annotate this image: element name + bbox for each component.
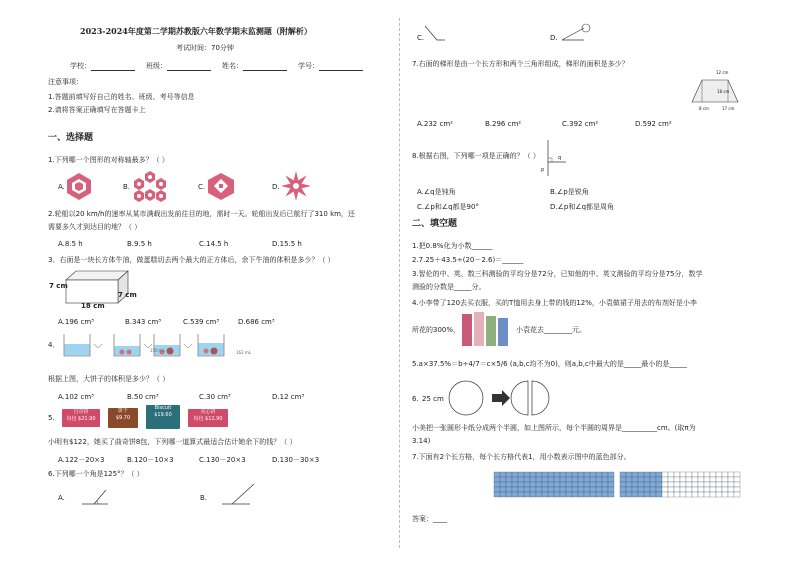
grid-cell [698,492,704,497]
grid-cell [500,482,506,487]
grid-cell [530,472,536,477]
grid-cell [728,477,734,482]
grid-cell [578,472,584,477]
grid-cell [506,477,512,482]
grid-cell [590,482,596,487]
q4-option-a: A.102 cm³ [58,393,94,401]
grid-cell [518,482,524,487]
grid-cell [644,482,650,487]
q7-dim-height: 18 cm [717,89,730,94]
grid-cell [578,487,584,492]
grid-cell [656,482,662,487]
grid-cell [542,472,548,477]
column-divider [399,18,401,548]
exam-time: 考试时间：70分钟 [176,44,234,52]
q3-dim-length: 18 cm [81,302,105,310]
fill-question-7: 7.下面有2个长方格，每个长方格代表1，用小数表示图中的蓝色部分。 [412,453,631,461]
grid-cell [674,487,680,492]
grid-cell [536,492,542,497]
q1-figure-d-star-icon [280,170,312,202]
grid-cell [530,487,536,492]
grid-cell [704,487,710,492]
grid-cell [710,482,716,487]
grid-cell [734,477,740,482]
grid-cell [596,482,602,487]
grid-cell [506,472,512,477]
q6-option-a: A. [58,494,65,502]
grid-cell [632,487,638,492]
grid-cell [548,487,554,492]
grid-cell [650,487,656,492]
q3-dim-depth: 7 cm [118,291,137,299]
q8-label-p: p [541,167,545,173]
exam-title: 2023-2024年度第二学期苏教版六年数学期末监测题（附解析） [80,26,312,36]
grid-cell [512,482,518,487]
grid-cell [584,487,590,492]
grid-cell [656,492,662,497]
grid-cell [536,482,542,487]
fill-question-6-line1: 小美把一张圆形卡纸分成两个半圆，如上图所示，每个半圆的周界是__________cm。(取π为 [412,424,696,432]
grid-cell [620,487,626,492]
grid-cell [626,482,632,487]
grid-cell [554,477,560,482]
school-field: 学校： [70,62,135,71]
q2-option-b: B.9.5 h [127,240,152,248]
q2-option-a: A.8.5 h [58,240,83,248]
grid-cell [578,492,584,497]
grid-cell [602,472,608,477]
grid-cell [608,492,614,497]
grid-cell [686,477,692,482]
grid-cell [560,487,566,492]
q8-label-q: q [558,155,562,161]
q1-option-c: C. [198,183,206,191]
grid-cell [674,472,680,477]
grid-cell [494,492,500,497]
q2-option-d: D.15.5 h [272,240,302,248]
grid-cell [674,492,680,497]
q7-option-c: C.392 cm² [562,120,599,128]
q5-option-b: B.120－10×3 [127,456,174,464]
grid-cell [518,472,524,477]
grid-cell [734,482,740,487]
grid-cell [710,472,716,477]
grid-cell [722,477,728,482]
grid-cell [596,477,602,482]
fill-question-5: 5.a×37.5%＝b÷4/7＝c×5/6 (a,b,c均不为0)，则a,b,c中最大的是_____最小的是_____ [412,360,687,368]
grid-cell [734,492,740,497]
q1-option-b: B. [123,183,131,191]
question-1: 1.下列哪一个图形的对称轴最多？（ ） [48,156,169,164]
question-2-line1: 2.轮船以20 km/h的速率从某市满载出发前往目的地，需时一天。轮船出发后已航行了310 km，还 [48,210,355,218]
grid-cell [692,487,698,492]
section-fill-heading: 二、填空题 [412,219,458,229]
grid-cell [602,487,608,492]
grid-cell [668,482,674,487]
q1-figure-b-hexagons-icon [134,170,166,202]
grid-cell [728,487,734,492]
section-choice-heading: 一、选择题 [48,133,94,143]
grid-cell [644,492,650,497]
grid-cell [524,472,530,477]
grid-cell [632,472,638,477]
grid-cell [566,477,572,482]
grid-cell [578,482,584,487]
grid-cell [704,482,710,487]
grid-cell [716,482,722,487]
grid-cell [572,472,578,477]
grid-cell [524,492,530,497]
grid-cell [608,477,614,482]
grid-cell [662,482,668,487]
q4-beakers-figure [62,332,238,358]
grid-cell [584,477,590,482]
grid-cell [542,477,548,482]
grid-cell [506,492,512,497]
grid-cell [680,482,686,487]
class-field: 班级： [146,62,211,71]
fill-question-4-line2a: 所花的300%， [412,326,461,334]
grid-cell [692,477,698,482]
grid-cell [536,477,542,482]
q1-option-a: A. [58,183,65,191]
q7-grid-figure-2 [620,472,740,498]
grid-cell [704,472,710,477]
notes-heading: 注意事项： [48,78,83,86]
grid-cell [572,477,578,482]
q2-option-c: C.14.5 h [199,240,229,248]
grid-cell [512,487,518,492]
grid-cell [638,477,644,482]
grid-cell [512,472,518,477]
grid-cell [638,482,644,487]
grid-cell [680,477,686,482]
grid-cell [686,472,692,477]
grid-cell [584,472,590,477]
grid-cell [680,472,686,477]
q5-option-d: D.130－30×3 [272,456,320,464]
answer-line: 答案：____ [412,515,447,523]
grid-cell [686,482,692,487]
grid-cell [722,472,728,477]
fill-question-4-line1: 4.小李带了120去买衣服，买的T恤用去身上带的钱的12%，小袁做裙子用去的布剂好是小李 [412,299,697,307]
q6-angle-c-figure [423,24,445,42]
q7-dim-left: 8 cm [699,106,709,111]
q4-fabric-rolls-figure [460,310,510,348]
grid-cell [716,477,722,482]
grid-cell [728,492,734,497]
grid-cell [668,487,674,492]
grid-cell [650,492,656,497]
grid-cell [638,492,644,497]
grid-cell [680,487,686,492]
question-3: 3．右面是一块长方体牛油，做蛋糕切去两个最大的正方体后，余下牛油的体积是多少？（ ） [48,256,335,264]
grid-cell [542,492,548,497]
grid-cell [548,477,554,482]
q3-option-a: A.196 cm³ [58,318,94,326]
grid-cell [560,477,566,482]
q6-angle-b-figure [220,480,256,506]
grid-cell [656,472,662,477]
grid-cell [722,482,728,487]
name-field: 姓名： [222,62,287,71]
q6-angle-a-figure [80,484,110,506]
grid-cell [572,492,578,497]
grid-cell [692,472,698,477]
note-item: 1.答题前填写好自己的姓名、班级、考号等信息 [48,93,195,101]
grid-cell [494,472,500,477]
q7-grid-figure-1 [494,472,614,498]
q6-option-d: D. [550,34,558,42]
grid-cell [710,487,716,492]
grid-cell [716,472,722,477]
grid-cell [698,477,704,482]
q5-option-c: C.130－20×3 [199,456,246,464]
grid-cell [632,477,638,482]
grid-cell [644,487,650,492]
q7-dim-right: 17 cm [722,106,735,111]
q4-volume-1: 150 mL [150,348,166,353]
q6-angle-d-figure [560,22,594,42]
grid-cell [698,482,704,487]
grid-cell [656,487,662,492]
grid-cell [710,492,716,497]
q6-circle-figure [448,380,548,416]
grid-cell [494,482,500,487]
grid-cell [650,482,656,487]
q5-price-tag: Biscuit $19.60 [146,405,180,429]
q3-option-c: C.539 cm³ [183,318,220,326]
grid-cell [608,482,614,487]
grid-cell [722,487,728,492]
grid-cell [692,482,698,487]
grid-cell [644,472,650,477]
grid-cell [638,472,644,477]
fill-question-3-line1: 3.智伦的中、英、数三科测验的平均分是72分，已知他的中、英文测验的平均分是75分，数学 [412,270,703,278]
grid-cell [674,482,680,487]
grid-cell [542,482,548,487]
grid-cell [668,492,674,497]
q4-number: 4． [48,341,60,349]
grid-cell [638,487,644,492]
q4-volume-2: 162 mL [236,350,252,355]
fill-question-6-diameter: 25 cm [422,395,444,403]
grid-cell [500,487,506,492]
q3-option-b: B.343 cm³ [125,318,162,326]
q8-option-d: D.∠p和∠q都是周角 [550,203,615,211]
grid-cell [608,472,614,477]
grid-cell [494,477,500,482]
grid-cell [596,472,602,477]
q4-option-b: B.50 cm³ [127,393,159,401]
grid-cell [572,482,578,487]
q6-option-c: C. [417,34,425,42]
grid-cell [650,472,656,477]
grid-cell [530,477,536,482]
q8-option-b: B.∠p是锐角 [550,188,589,196]
grid-cell [620,477,626,482]
grid-cell [632,482,638,487]
q8-option-c: C.∠p和∠q都是90° [417,203,479,211]
grid-cell [698,472,704,477]
grid-cell [686,487,692,492]
grid-cell [554,487,560,492]
grid-cell [560,492,566,497]
question-4: 根据上图，大饼子的体积是多少？（ ） [48,375,170,383]
grid-cell [524,477,530,482]
grid-cell [650,477,656,482]
grid-cell [734,487,740,492]
grid-cell [566,492,572,497]
grid-cell [506,482,512,487]
grid-cell [494,487,500,492]
question-5: 小明有$122，她买了曲奇饼8包，下列哪一道算式最适合估计她余下的钱？（ ） [48,438,297,446]
grid-cell [626,487,632,492]
fill-question-1: 1.把0.8%化为小数______ [412,242,493,250]
grid-cell [500,477,506,482]
grid-cell [602,492,608,497]
grid-cell [512,492,518,497]
q3-option-d: D.686 cm³ [238,318,275,326]
grid-cell [566,472,572,477]
grid-cell [620,492,626,497]
student-id-field: 学号： [298,62,363,71]
grid-cell [644,477,650,482]
grid-cell [734,472,740,477]
grid-cell [686,492,692,497]
q1-figure-a-hexagon-icon [66,172,92,200]
grid-cell [560,482,566,487]
grid-cell [698,487,704,492]
grid-cell [662,472,668,477]
grid-cell [608,487,614,492]
grid-cell [704,477,710,482]
note-item: 2.请将答案正确填写在答题卡上 [48,106,146,114]
grid-cell [518,492,524,497]
question-7: 7.右面的梯形是由一个长方形和两个三角形组成，梯形的面积是多少？ [412,60,629,68]
grid-cell [722,492,728,497]
grid-cell [680,492,686,497]
grid-cell [728,472,734,477]
grid-cell [620,472,626,477]
grid-cell [626,492,632,497]
grid-cell [710,477,716,482]
grid-cell [620,482,626,487]
q7-trapezoid-figure [690,76,740,106]
q7-option-b: B.296 cm² [485,120,522,128]
grid-cell [536,487,542,492]
q8-option-a: A.∠q是钝角 [417,188,456,196]
question-6: 6.下列哪一个角是125°？（ ） [48,470,144,478]
fill-question-6-number: 6. [412,395,419,403]
fill-question-4-line2b: 小袁花去________元。 [516,326,586,334]
grid-cell [716,492,722,497]
fill-question-2: 2.7.25＋43.5÷(20－2.6)＝______ [412,256,524,264]
fill-question-3-line2: 测验的分数是_____分。 [412,283,486,291]
grid-cell [572,487,578,492]
grid-cell [566,487,572,492]
q1-figure-c-hexagon-cutout-icon [207,172,235,200]
q1-option-d: D. [272,183,280,191]
grid-cell [542,487,548,492]
grid-cell [596,487,602,492]
grid-cell [674,477,680,482]
grid-cell [668,472,674,477]
grid-cell [590,487,596,492]
grid-cell [662,492,668,497]
grid-cell [548,492,554,497]
grid-cell [584,492,590,497]
grid-cell [524,487,530,492]
q5-price-tag: 夹心饼 每包 $12.90 [188,409,228,427]
grid-cell [566,482,572,487]
grid-cell [518,477,524,482]
grid-cell [692,492,698,497]
q6-option-b: B. [200,494,208,502]
grid-cell [530,492,536,497]
grid-cell [656,477,662,482]
q4-option-c: C.30 cm³ [199,393,231,401]
grid-cell [590,477,596,482]
grid-cell [524,482,530,487]
grid-cell [500,492,506,497]
q7-option-d: D.592 cm² [635,120,672,128]
grid-cell [716,487,722,492]
question-8: 8.根据右图，下列哪一项是正确的？（ ） [412,152,540,160]
grid-cell [548,472,554,477]
grid-cell [704,492,710,497]
grid-cell [530,482,536,487]
grid-cell [554,472,560,477]
grid-cell [668,477,674,482]
q3-dim-height: 7 cm [49,282,68,290]
grid-cell [584,482,590,487]
grid-cell [554,492,560,497]
grid-cell [596,492,602,497]
grid-cell [632,492,638,497]
grid-cell [728,482,734,487]
grid-cell [578,477,584,482]
q5-price-tag: 自奇饼 每包 $21.90 [62,409,100,427]
q4-option-d: D.12 cm³ [272,393,305,401]
grid-cell [512,477,518,482]
fill-question-6-line2: 3.14) [412,437,431,445]
q5-price-tag: 饼干 $9.70 [108,408,138,428]
grid-cell [590,492,596,497]
grid-cell [662,487,668,492]
q7-option-a: A.232 cm² [417,120,453,128]
grid-cell [518,487,524,492]
grid-cell [626,472,632,477]
grid-cell [560,472,566,477]
grid-cell [602,477,608,482]
grid-cell [626,477,632,482]
grid-cell [506,487,512,492]
grid-cell [500,472,506,477]
grid-cell [662,477,668,482]
q5-number: 5. [48,414,55,422]
grid-cell [590,472,596,477]
grid-cell [548,482,554,487]
grid-cell [554,482,560,487]
grid-cell [602,482,608,487]
grid-cell [536,472,542,477]
question-2-line2: 需要多久才到达目的地？（ ） [48,223,142,231]
q5-option-a: A.122－20×3 [58,456,105,464]
q7-dim-top: 12 cm [716,70,729,75]
